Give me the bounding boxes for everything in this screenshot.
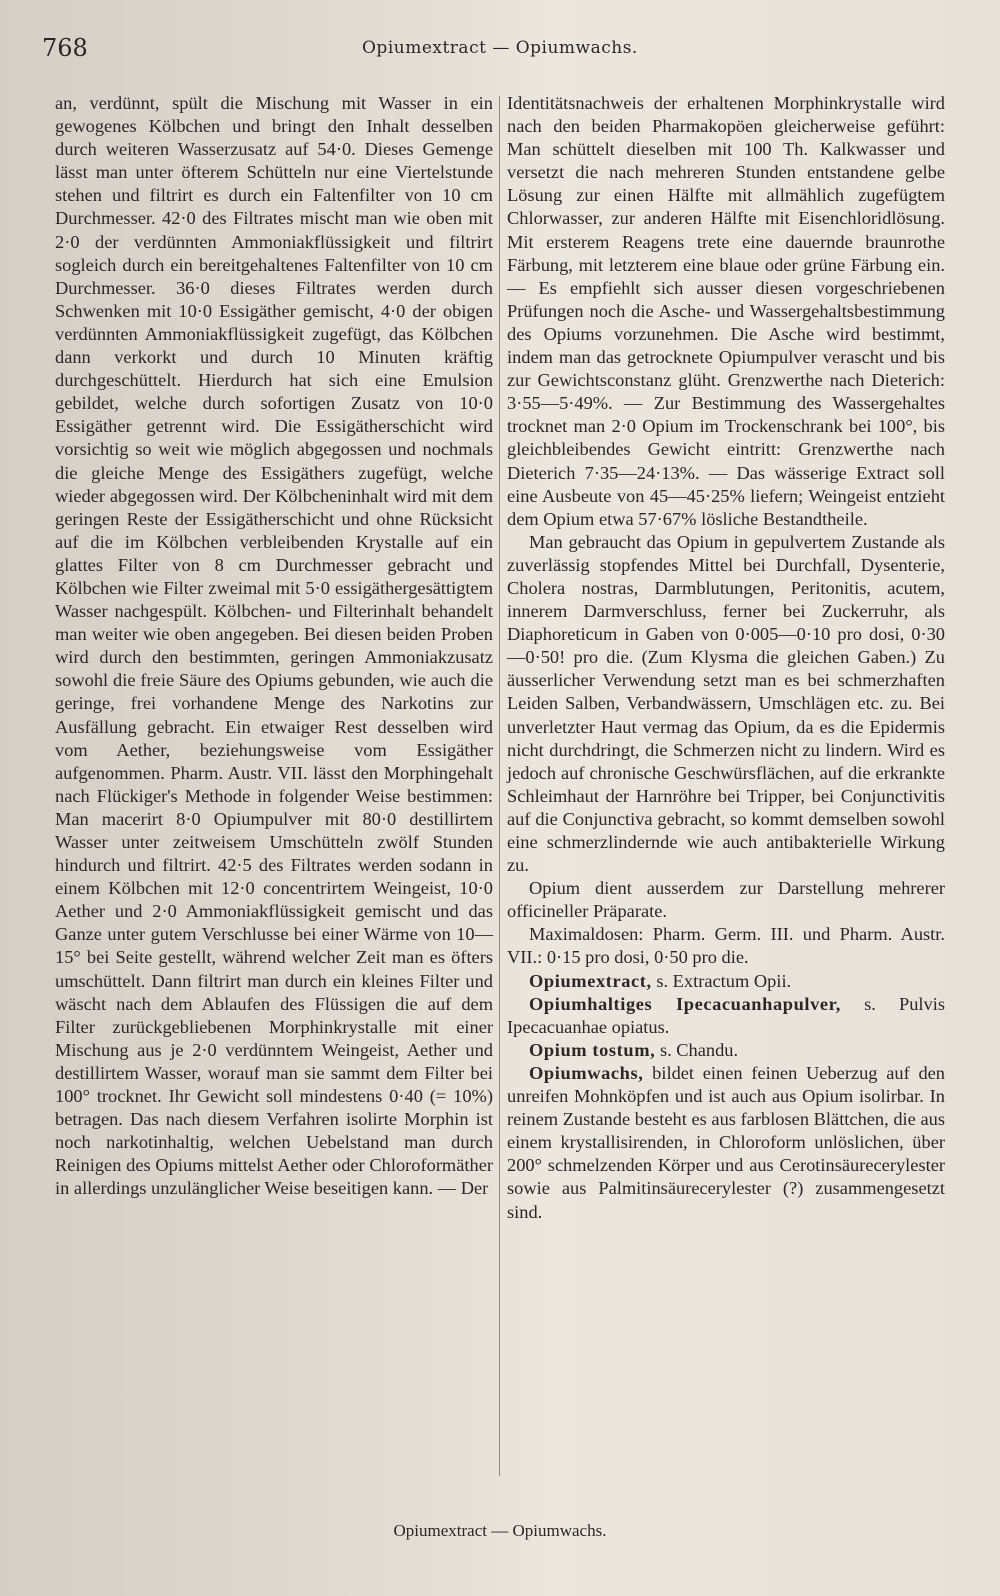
entry-ipecacuanha <box>507 993 945 1039</box>
entry-term: Opiumextract, <box>529 970 652 991</box>
entry-opium-tostum <box>507 1039 945 1062</box>
entry-term: Opiumwachs, <box>529 1062 644 1083</box>
entry-term: Opiumhaltiges Ipecacuanhapulver, <box>529 993 841 1014</box>
entry-text: s. Pulvis Ipecacuanhae opiatus. <box>507 993 945 1037</box>
left-paragraph: an, verdünnt, spült die Mischung mit Wasser in ein gewogenes Kölbchen und bringt den Inhalt desselben durch weiteren Wasserzusatz auf 54·0. Dieses Gemenge lässt man unter öfterem Schütteln nur eine Viertelstunde stehen und filtrirt es durch ein Faltenfilter von 10 cm Durchmesser. 42·0 des Filtrates mischt man wie oben mit 2·0 der verdünnten Ammoniakflüssigkeit und filtrirt sogleich durch ein bereitgehaltenes Faltenfilter von 10 cm Durchmesser. 36·0 dieses Filtrates werden durch Schwenken mit 10·0 Essigäther gemischt, 4·0 der obigen verdünnten Ammoniakflüssigkeit zugefügt, das Kölbchen dann verkorkt und durch 10 Minuten kräftig durchgeschüttelt. Hierdurch hat sich eine Emulsion gebildet, welche durch sofortigen Zusatz von 10·0 Essigäther getrennt wird. Die Essigätherschicht wird vorsichtig so weit wie möglich abgegossen und nochmals die gleiche Menge des Essigäthers zugefügt, welche wieder abgegossen wird. Der Kölbcheninhalt wird mit dem geringen Reste der Essigätherschicht und ohne Rücksicht auf die im Kölbchen verbleibenden Krystalle auf ein glattes Filter von 8 cm Durchmesser gebracht und Kölbchen wie Filter zweimal mit 5·0 essigäthergesättigtem Wasser nachgespült. Kölbchen- und Filterinhalt behandelt man weiter wie oben angegeben. Bei diesen beiden Proben wird durch den bestimmten, geringen Ammoniakzusatz sowohl die freie Säure des Opiums gebunden, wie auch die geringe, frei vorhandene Menge des Narkotins zur Ausfällung gebracht. Ein etwaiger Rest desselben wird vom Aether, beziehungsweise vom Essigäther aufgenommen. Pharm. Austr. VII. lässt den Morphingehalt nach Flückiger's Methode in folgender Weise bestimmen: Man macerirt 8·0 Opiumpulver mit 80·0 destillirtem Wasser unter zeitweisem Umschütteln zwölf Stunden hindurch und filtrirt. 42·5 des Filtrates werden sodann in einem Kölbchen mit 12·0 concentrirtem Weingeist, 10·0 Aether und 2·0 Ammoniakflüssigkeit gemischt und das Ganze unter gutem Verschlusse bei einer Wärme von 10—15° bei Seite gestellt, während welcher Zeit man es öfters umschüttelt. Dann filtrirt man durch ein kleines Filter und wäscht nach dem Ablaufen des Flüssigen die auf dem Filter zurückgebliebenen Morphinkrystalle mit einer Mischung aus je 2·0 verdünntem Weingeist, Aether und destillirtem Wasser, worauf man sie sammt dem Filter bei 100° trocknet. Ihr Gewicht soll mindestens 0·40 (= 10%) betragen. Das nach diesem Verfahren isolirte Morphin ist noch narkotinhaltig, welchen Uebelstand man durch Reinigen des Opiums mittelst Aether oder Chloroformäther in allerdings unzulänglicher Weise beseitigen kann. — Der <box>55 93 493 1199</box>
column-divider <box>499 96 500 1476</box>
right-column <box>507 92 945 1224</box>
right-paragraph-usage: Man gebraucht das Opium in gepulvertem Zustande als zuverlässig stopfendes Mittel bei Durchfall, Dysenterie, Cholera nostras, Darmblutungen, Peritonitis, acutem, innerem Darmverschluss, ferner bei Zuckerruhr, als Diaphoreticum in Gaben von 0·005—0·10 pro dosi, 0·30—0·50! pro die. (Zum Klysma die gleichen Gaben.) Zu äusserlicher Verwendung setzt man es bei schmerzhaften Leiden Salben, Verbandwässern, Umschlägen etc. zu. Bei unverletzter Haut vermag das Opium, da es die Epidermis nicht durchdringt, die Schmerzen nicht zu lindern. Wird es jedoch auf chronische Geschwürsflächen, auf die erkrankte Schleimhaut der Harnröhre bei Tripper, bei Conjunctivitis auf die Conjunctiva gebracht, so kommt demselben sowohl eine schmerzlindernde wie auch antibakterielle Wirkung zu. <box>507 531 945 876</box>
right-paragraph-preparations: Opium dient ausserdem zur Darstellung mehrerer officineller Präparate. <box>507 878 945 922</box>
entry-text: bildet einen feinen Ueberzug auf den unreifen Mohnköpfen und ist auch aus Opium isolirbar. In reinem Zustande besteht es aus farblosen Blättchen, die aus einem krystallisirenden, in Chloroform unlöslichen, über 200° schmelzenden Körper und aus Cerotinsäurecerylester sowie aus Palmitinsäurecerylester (?) zusammengesetzt sind. <box>507 1062 945 1222</box>
entry-text: s. Chandu. <box>655 1039 739 1060</box>
entry-term: Opium tostum, <box>529 1039 656 1060</box>
left-column <box>55 92 493 1201</box>
right-paragraph-identity-test: Identitätsnachweis der erhaltenen Morphinkrystalle wird nach den beiden Pharmakopöen gleicherweise geführt: Man schüttelt dieselben mit 100 Th. Kalkwasser und versetzt die nach mehreren Stunden entstandene gelbe Lösung zur einen Hälfte mit allmählich zugefügtem Chlorwasser, zur anderen Hälfte mit Eisenchloridlösung. Mit ersterem Reagens trete eine dauernde braunrothe Färbung, mit letzterem eine blaue oder grüne Färbung ein. — Es empfiehlt sich ausser diesen vorgeschriebenen Prüfungen noch die Asche- und Wassergehaltsbestimmung des Opiums vorzunehmen. Die Asche wird bestimmt, indem man das getrocknete Opiumpulver verascht und bis zur Gewichtsconstanz glüht. Grenzwerthe nach Dieterich: 3·55—5·49%. — Zur Bestimmung des Wassergehaltes trocknet man 2·0 Opium im Trockenschrank bei 100°, bis gleichbleibendes Gewicht eintritt: Grenzwerthe nach Dieterich 7·35—24·13%. — Das wässerige Extract soll eine Ausbeute von 45—45·25% liefern; Weingeist entzieht dem Opium etwa 57·67% lösliche Bestandtheile. <box>507 93 945 529</box>
right-paragraph-max-doses: Maximaldosen: Pharm. Germ. III. und Pharm. Austr. VII.: 0·15 pro dosi, 0·50 pro die. <box>507 924 945 968</box>
page-header <box>42 34 940 64</box>
entry-opiumwachs <box>507 1062 945 1224</box>
running-head: Opiumextract — Opiumwachs. <box>362 38 638 58</box>
entry-text: s. Extractum Opii. <box>651 970 792 991</box>
page-number: 768 <box>42 34 88 62</box>
entry-opiumextract <box>507 970 945 993</box>
footer-running-line: Opiumextract — Opiumwachs. <box>393 1521 607 1540</box>
